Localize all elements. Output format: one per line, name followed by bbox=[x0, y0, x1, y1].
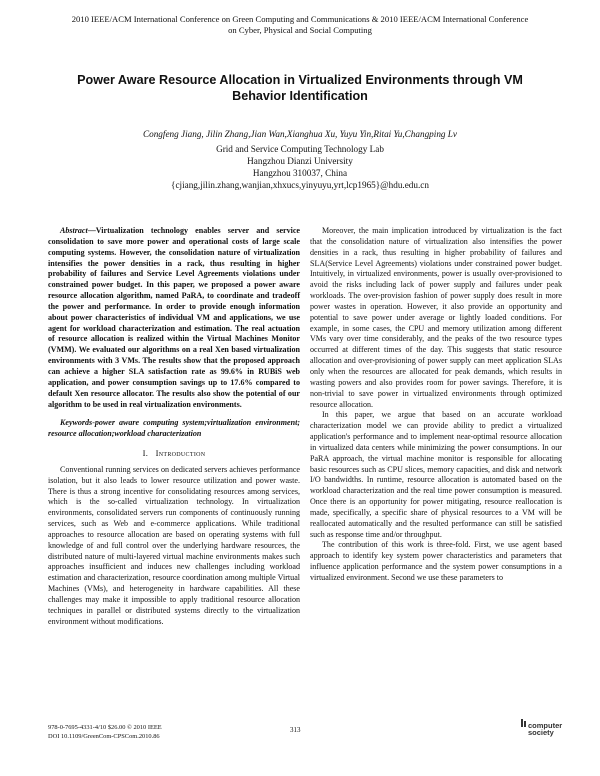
conference-line-1: 2010 IEEE/ACM International Conference on Green Computing and Communications & 2010 IEEE/ACM International Conference bbox=[71, 14, 529, 24]
affiliation-lab: Grid and Service Computing Technology Lab bbox=[216, 144, 384, 154]
footer-copyright bbox=[48, 724, 162, 741]
title-line-1: Power Aware Resource Allocation in Virtualized Environments through VM bbox=[77, 73, 523, 87]
author-names: Congfeng Jiang, Jilin Zhang,Jian Wan,Xianghua Xu, Yuyu Yin,Ritai Yu,Changping Lv bbox=[142, 129, 457, 139]
section-title: Introduction bbox=[155, 448, 206, 459]
footer-isbn: 978-0-7695-4331-4/10 $26.00 © 2010 IEEE bbox=[48, 724, 162, 731]
title-line-2: Behavior Identification bbox=[232, 89, 368, 103]
right-column bbox=[310, 226, 562, 584]
affiliation-university: Hangzhou Dianzi University bbox=[247, 156, 353, 166]
footer-doi: DOI 10.1109/GreenCom-CPSCom.2010.86 bbox=[48, 732, 160, 740]
publisher-logo bbox=[520, 716, 568, 742]
section-number: I. bbox=[142, 448, 149, 459]
abstract bbox=[48, 226, 300, 410]
intro-paragraph: Conventional running services on dedicated servers achieves performance isolation, but it also leads to lower resource utilization and power waste. There is thus a strong incentive for consolidating resources among services, which is the so-called virtualization technology. In virtualization environments, consolidated servers run components of continuously running services, such as Web and e-commerce applications. While traditional approaches to resource allocation are based on operating systems with full knowledge of and full control over the underlying hardware resources, the distributed nature of multi-layered virtual machine environments makes such approaches insufficient and induces new challenges including workload estimation and characterization, resource coordination among multiple Virtual Machines (VMs), and heterogeneity in hardware capabilities. All these challenges may make it impossible to apply traditional resource allocation techniques in parallel or distributed systems directly to the virtualization environment without modifications. bbox=[48, 464, 300, 626]
abstract-label: Abstract bbox=[60, 226, 88, 235]
keywords: Keywords-power aware computing system;virtualization environment; resource allocation;workload characterization bbox=[48, 418, 300, 439]
author-block bbox=[40, 128, 560, 191]
publisher-line-1: computer bbox=[528, 721, 563, 730]
right-paragraph-1: Moreover, the main implication introduced by virtualization is the fact that the consolidation nature of virtualization also intensifies the power densities in a rack, thus resulting in higher probability of failures and SLA(Service Level Agreements) violations under constrained power budget. Intuitively, in virtualized environments, power is usually over-provisioned to avoid the risks including lack of power supply and failures under peak workloads. The over-provision fashion of power supply does result in more power wastes in operation. However, it also provide an opportunity and potential to save power under average or lightly loaded conditions. For example, in some cases, the CPU and memory utilization among different VMs vary over time considerably, and the peaks of the two resource types occurred at different times of the day. This suggests that static resource allocation and over-provisioning of power supply can meet application SLAs only when the resources are allocated for peak demands, which results in wasting powers and also provides room for power savings. Therefore, it is non-trivial to save power in virtualized environments through optimized resource allocation. bbox=[310, 226, 562, 409]
right-paragraph-3: The contribution of this work is three-fold. First, we use agent based approach to identify key system power characteristics and parameters that influence application performance and the system power consumptions in a virtualized environment. Second we use these parameters to bbox=[310, 540, 562, 582]
page-number: 313 bbox=[290, 726, 301, 734]
section-heading bbox=[48, 448, 300, 459]
right-paragraph-2: In this paper, we argue that based on an accurate workload characterization model we can provide ability to predict a virtualized application's performance and to implement near-optimal resource allocation in virtualized data centers while minimizing the power consumptions. In our PaRA approach, the virtual machine monitor is responsible for allocating basic resources such as CPU slices, memory capacities, and disk and network I/O bandwidths. In runtime, resource allocation is automated based on the workload characterization and the real time power consumption is measured. Once there is an opportunity for power mitigating, resource reallocation is made, specifically, a specific share of physical resources to a VM will be reallocated automatically and the resulted performance can still be satisfied such as response time and/or throughput. bbox=[310, 410, 562, 539]
publisher-name bbox=[528, 722, 562, 736]
abstract-text: —Virtualization technology enables server and service consolidation to save more power and operational costs of large scale computing systems. However, the consolidation nature of virtualization intensifies the power densities in a rack, thus resulting in higher probability of failures and Service Level Agreements violations under constrained power budget. In this paper, we proposed a power aware resource allocation algorithm, named PaRA, to coordinate and tradeoff the power and performance. In order to provide enough information about power characteristics of individual VM and applications, we use agent for workload characterization and estimation. The real actuation of resource allocation is realized within the Virtual Machines Monitor (VMM). We evaluated our algorithms on a real Xen based virtualization environments with 3 VMs. The results show that the proposed approach can achieve a higher SLA satisfaction rate as 99.6% in RUBiS web application, and power consumption savings up to 17.6% compared to default Xen resource allocator. The results also show the potential of our algorithm to be used in real virtualization environments. bbox=[48, 226, 300, 409]
publisher-line-2: society bbox=[528, 728, 554, 737]
conference-line-2: on Cyber, Physical and Social Computing bbox=[228, 25, 372, 35]
paper-title bbox=[50, 72, 550, 104]
affiliation-city: Hangzhou 310037, China bbox=[252, 168, 348, 178]
conference-header bbox=[30, 14, 570, 36]
left-column bbox=[48, 226, 300, 628]
author-emails: {cjiang,jilin.zhang,wanjian,xhxucs,yinyuyu,yrt,lcp1965}@hdu.edu.cn bbox=[171, 180, 429, 190]
